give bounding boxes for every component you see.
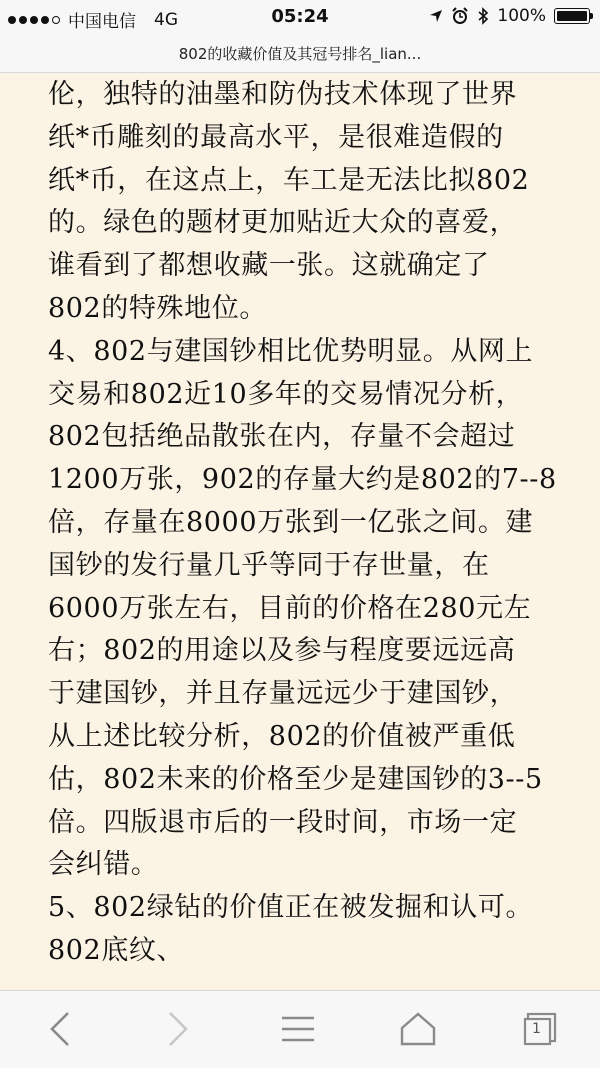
home-icon: [399, 1011, 437, 1047]
article-line: 谁看到了都想收藏一张。这就确定了: [48, 250, 490, 282]
battery-icon: [554, 8, 590, 24]
article-line: 纸*币雕刻的最高水平，是很难造假的: [48, 121, 504, 153]
menu-button[interactable]: [276, 1009, 320, 1049]
home-button[interactable]: [396, 1009, 440, 1049]
forward-arrow-icon: [166, 1010, 190, 1048]
article-line: 802包括绝品散张在内，存量不会超过: [48, 421, 516, 453]
tabs-button[interactable]: [518, 1009, 562, 1049]
article-line: 802的特殊地位。: [48, 292, 267, 324]
status-bar: [0, 0, 600, 34]
bluetooth-icon: [477, 7, 489, 25]
article-line: 伦，独特的油墨和防伪技术体现了世界: [48, 79, 518, 110]
article-line: 倍。四版退市后的一段时间，市场一定: [48, 806, 518, 838]
address-bar[interactable]: [0, 34, 600, 73]
status-right: [429, 6, 590, 26]
article-line: 右；802的用途以及参与程度要远远高: [48, 635, 516, 667]
tab-count: 1: [532, 1021, 541, 1037]
article-line: 交易和802近10多年的交易情况分析，: [48, 378, 524, 410]
location-arrow-icon: [429, 9, 443, 23]
article-line: 会纠错。: [48, 849, 159, 881]
article-line: 1200万张，902的存量大约是802的7--8: [48, 464, 557, 496]
alarm-clock-icon: [451, 7, 469, 25]
page-title: 802的收藏价值及其冠号排名_lian...: [178, 44, 422, 63]
article-line: 5、802绿钻的价值正在被发掘和认可。: [48, 892, 534, 924]
forward-button[interactable]: [156, 1009, 200, 1049]
article-line: 纸*币，在这点上，车工是无法比拟802: [48, 164, 530, 196]
article-line: 倍，存量在8000万张到一亿张之间。建: [48, 506, 534, 538]
back-button[interactable]: [38, 1009, 82, 1049]
status-time: 05:24: [271, 6, 329, 27]
menu-icon: [280, 1014, 316, 1044]
carrier-label: 中国电信: [68, 12, 136, 32]
network-label: 4G: [154, 9, 178, 30]
browser-toolbar: [0, 990, 600, 1068]
article-line: 从上述比较分析，802的价值被严重低: [48, 720, 516, 752]
article-line: 于建国钞，并且存量远远少于建国钞，: [48, 678, 518, 710]
back-arrow-icon: [48, 1010, 72, 1048]
article-line: 国钞的发行量几乎等同于存世量，在: [48, 549, 490, 581]
article-content: [48, 74, 573, 973]
article-line: 4、802与建国钞相比优势明显。从网上: [48, 335, 534, 367]
article-line: 的。绿色的题材更加贴近大众的喜爱，: [48, 207, 518, 239]
article-line: 6000万张左右，目前的价格在280元左: [48, 592, 532, 624]
battery-percent: 100%: [497, 6, 546, 26]
article-line: 估，802未来的价格至少是建国钞的3--5: [48, 763, 543, 795]
article-line: 802底纹、: [48, 934, 185, 966]
